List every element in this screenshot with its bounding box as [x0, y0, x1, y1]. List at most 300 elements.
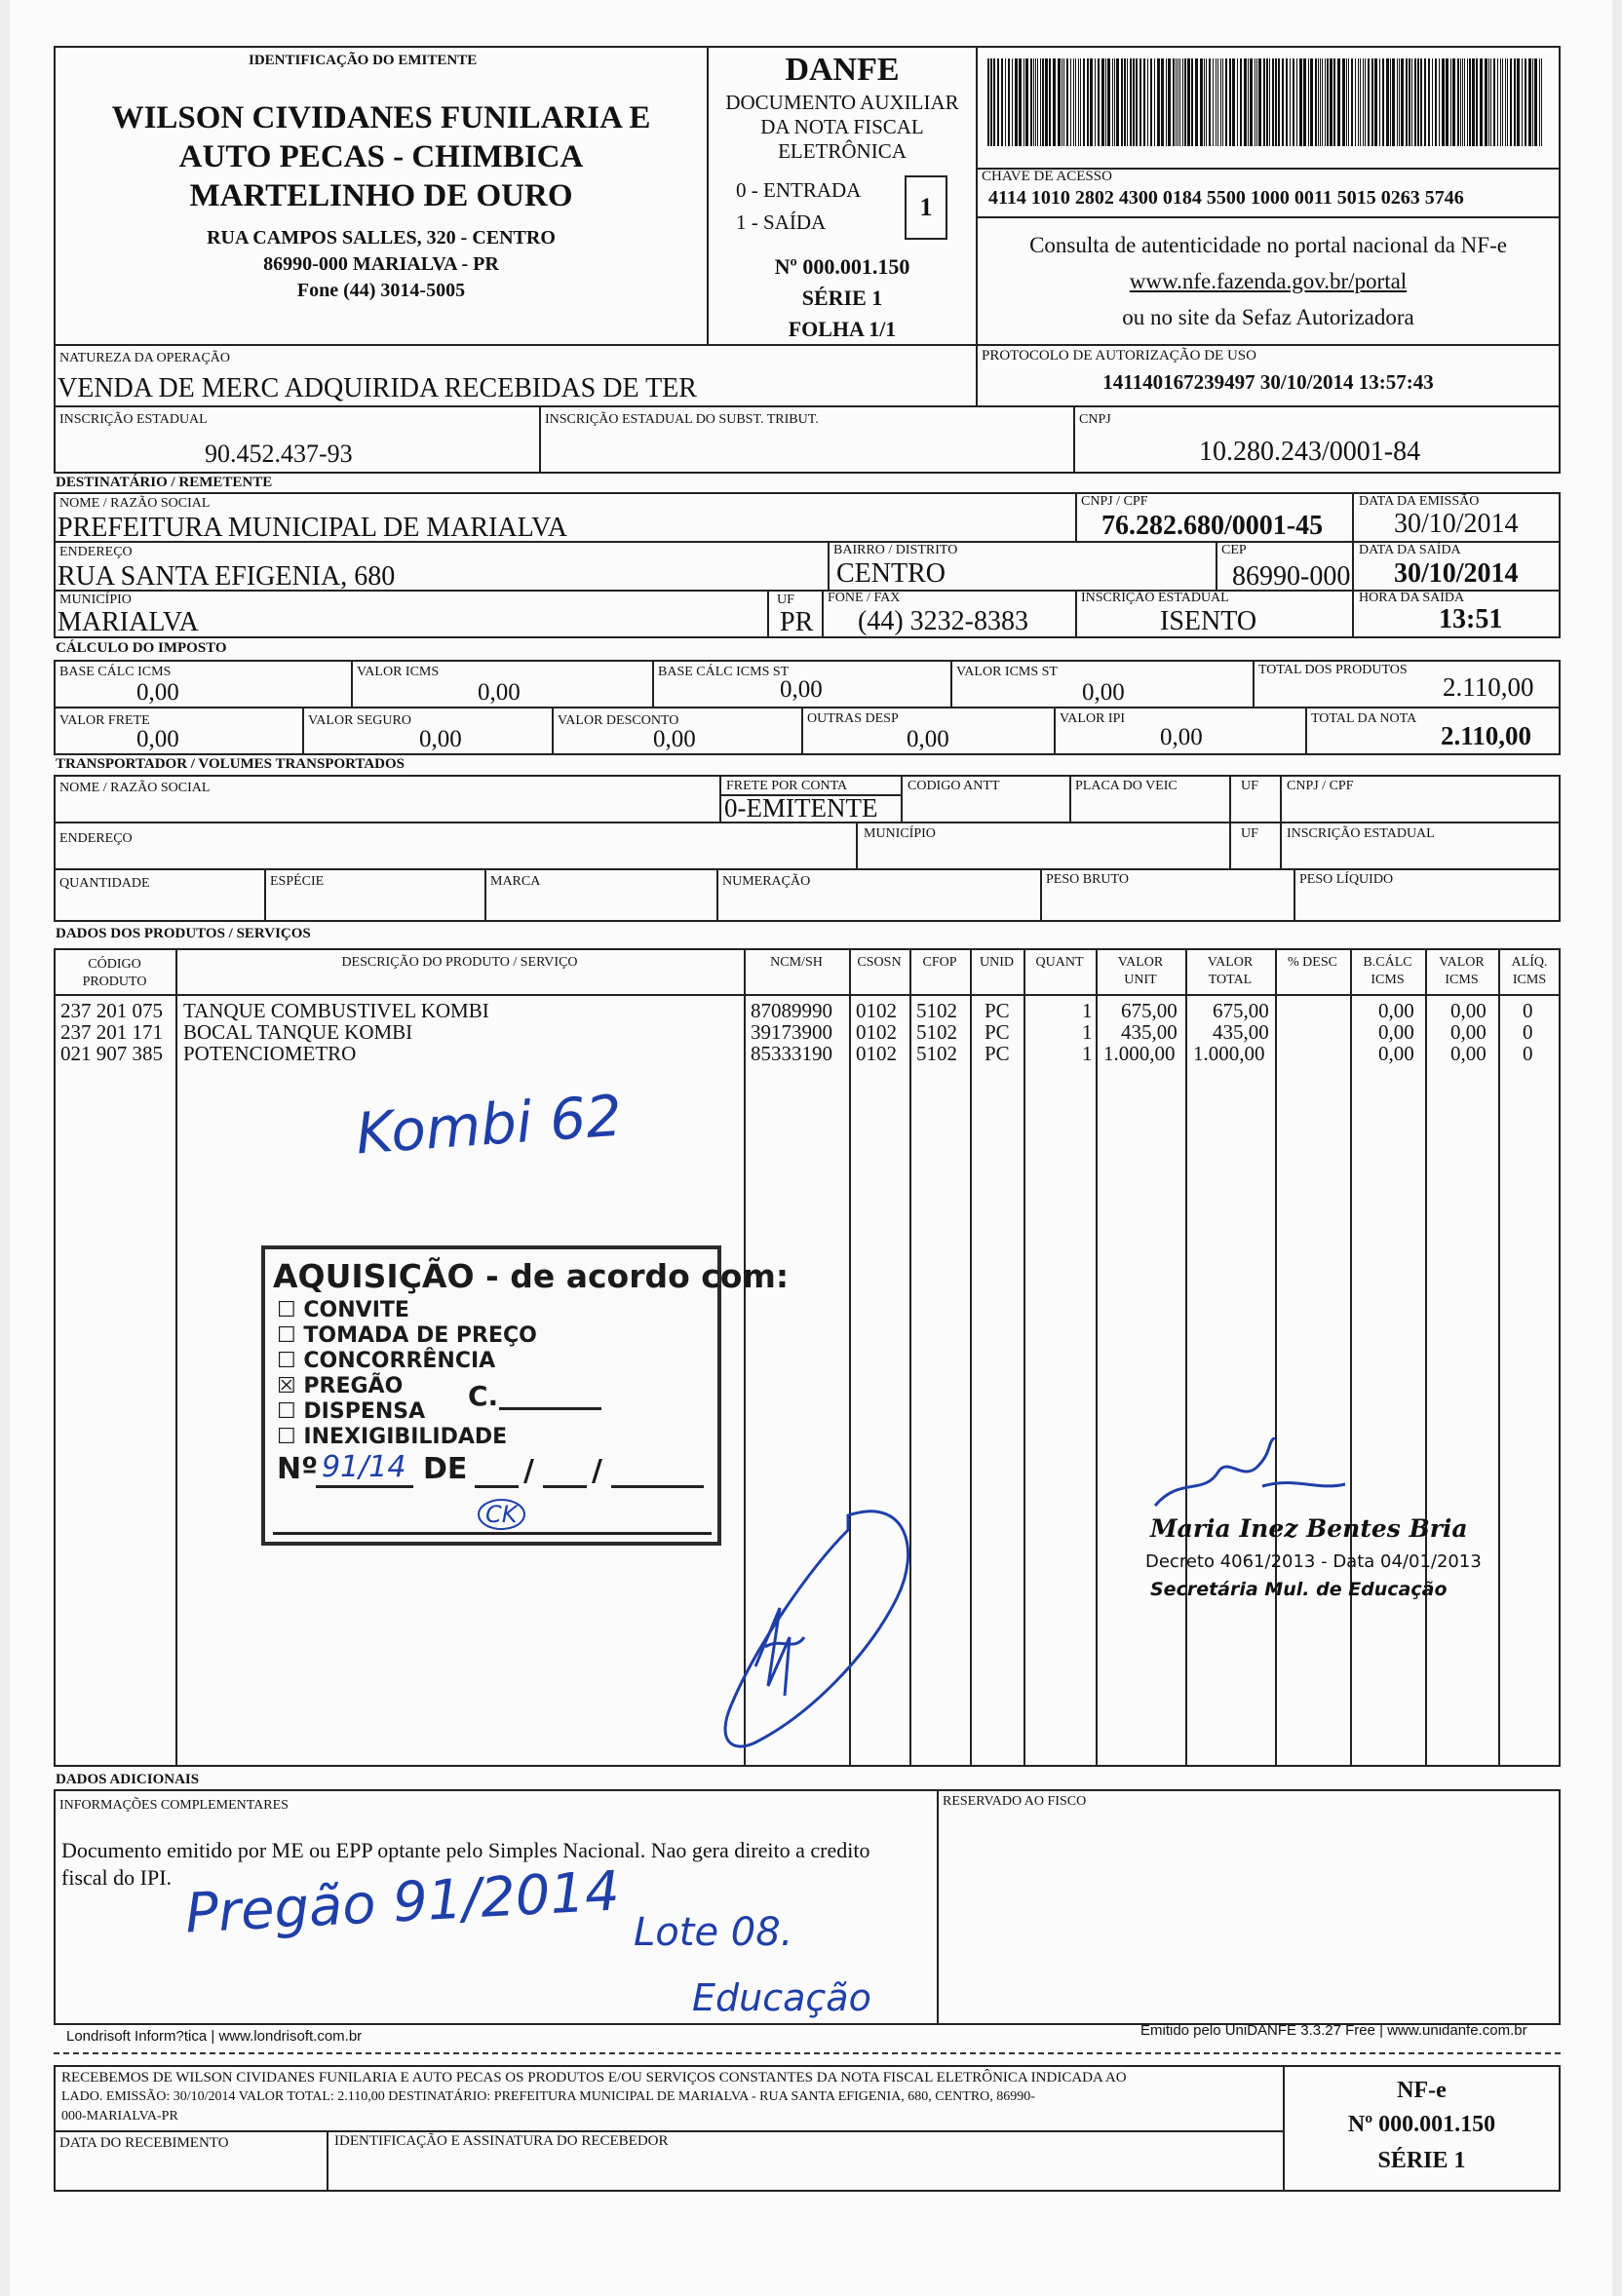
barcode-bar: [1263, 58, 1265, 146]
barcode-bar: [1522, 58, 1523, 146]
barcode-bar: [1150, 58, 1152, 146]
transp-municipio-label: MUNICÍPIO: [864, 826, 936, 841]
transp-ie-label: INSCRIÇÃO ESTADUAL: [1287, 826, 1435, 841]
emitente-phone: Fone (44) 3014-5005: [296, 280, 466, 301]
cell-vunit: 675,00: [1121, 999, 1178, 1022]
barcode-bar: [1417, 58, 1419, 146]
consulta-line-3: ou no site da Sefaz Autorizadora: [1122, 305, 1414, 329]
stamp-slash: /: [523, 1454, 534, 1488]
cell-codigo: 237 201 075: [60, 999, 163, 1022]
barcode-bar: [1371, 58, 1373, 146]
canhoto-line-1: RECEBEMOS DE WILSON CIVIDANES FUNILARIA E AUTO PECAS OS PRODUTOS E/OU SERVIÇOS CONSTANTES DA NOTA FISCAL ELETRÔNICA INDICADA AO: [61, 2070, 1127, 2086]
barcode-bar: [1337, 58, 1340, 146]
chave-value: 4114 1010 2802 4300 0184 5500 1000 0011 5015 0263 5746: [988, 187, 1464, 209]
barcode-bar: [1105, 58, 1106, 146]
handwritten-educacao-note: Educação: [692, 1976, 871, 2019]
barcode-bar: [1282, 58, 1284, 146]
canhoto-data-label: DATA DO RECEBIMENTO: [59, 2135, 229, 2151]
barcode-bar: [1005, 58, 1006, 146]
cell-bcalc: 0,00: [1378, 1020, 1414, 1044]
consulta-portal-link[interactable]: www.nfe.fazenda.gov.br/portal: [1129, 269, 1408, 293]
transp-numeracao-label: NUMERAÇÃO: [722, 874, 811, 889]
adicionais-section-label: DADOS ADICIONAIS: [56, 1772, 200, 1787]
dest-hora-value: 13:51: [1439, 604, 1503, 634]
barcode-bar: [1368, 58, 1370, 146]
barcode-bar: [1049, 58, 1051, 146]
barcode-bar: [1008, 58, 1010, 146]
dest-uf-label: UF: [777, 593, 794, 607]
barcode-bar: [1351, 58, 1353, 146]
barcode-bar: [1315, 58, 1317, 146]
barcode-bar: [1154, 58, 1155, 146]
barcode-bar: [1379, 58, 1380, 146]
dest-emissao-label: DATA DA EMISSÃO: [1359, 494, 1480, 509]
barcode-bar: [1435, 58, 1437, 146]
dest-nome-label: NOME / RAZÃO SOCIAL: [59, 496, 211, 511]
cell-vunit: 435,00: [1121, 1020, 1178, 1044]
barcode-bar: [1541, 58, 1542, 146]
barcode-bar: [1493, 58, 1495, 146]
cell-codigo: 021 907 385: [60, 1042, 163, 1065]
barcode-bar: [1286, 58, 1288, 146]
barcode-bar: [1392, 58, 1395, 146]
barcode-bar: [1382, 58, 1384, 146]
transp-uf2-label: UF: [1241, 826, 1258, 841]
col-ncm-header: NCM/SH: [770, 955, 823, 970]
barcode-bar: [1525, 58, 1526, 146]
cell-quant: 1: [1082, 1042, 1093, 1065]
col-aliq-header-1: ALÍQ.: [1511, 955, 1548, 970]
col-vicms-header-2: ICMS: [1445, 973, 1479, 987]
barcode-bar: [1037, 58, 1038, 146]
barcode-bar: [1502, 58, 1503, 146]
col-aliq-header-2: ICMS: [1512, 973, 1547, 987]
footer-right-credit: Emitido pelo UniDANFE 3.3.27 Free | www.unidanfe.com.br: [1140, 2022, 1527, 2039]
transp-frete-value: 0-EMITENTE: [724, 793, 878, 823]
barcode-bar: [1042, 58, 1044, 146]
transp-antt-label: CODIGO ANTT: [908, 779, 1000, 793]
cell-descricao: BOCAL TANQUE KOMBI: [183, 1020, 413, 1044]
stamp-option-label: CONVITE: [303, 1298, 409, 1322]
barcode-bar: [1136, 58, 1138, 146]
checkbox-icon: ☐: [277, 1349, 296, 1373]
dest-municipio-label: MUNICÍPIO: [59, 593, 132, 607]
outras-label: OUTRAS DESP: [807, 711, 899, 726]
stamp-option: [277, 1325, 537, 1347]
barcode-bar: [1073, 58, 1074, 146]
barcode-bar: [1355, 58, 1356, 146]
canhoto-nfe: NF-e: [1397, 2078, 1447, 2103]
stamp-option: [277, 1401, 425, 1423]
stamp-option: [277, 1427, 507, 1448]
stamp-option: [277, 1300, 409, 1321]
barcode-bar: [1406, 58, 1408, 146]
barcode-bar: [1275, 58, 1277, 146]
seguro-label: VALOR SEGURO: [308, 713, 411, 728]
base-st-label: BASE CÁLC ICMS ST: [658, 665, 790, 679]
barcode-bar: [1420, 58, 1422, 146]
dest-endereco-value: RUA SANTA EFIGENIA, 680: [58, 561, 396, 592]
barcode-bar: [1206, 58, 1207, 146]
col-bcalc-header-2: ICMS: [1371, 973, 1405, 987]
canhoto-ident-label: IDENTIFICAÇÃO E ASSINATURA DO RECEBEDOR: [334, 2133, 669, 2149]
secretary-signature-image: [1150, 1437, 1355, 1515]
valor-st-value: 0,00: [1082, 679, 1125, 706]
barcode-bar: [1033, 58, 1034, 146]
cell-quant: 1: [1082, 1020, 1093, 1044]
barcode-bar: [1450, 58, 1451, 146]
barcode-bar: [1195, 58, 1198, 146]
dest-cnpj-label: CNPJ / CPF: [1081, 494, 1148, 509]
barcode-bar: [997, 58, 999, 146]
barcode-bar: [1409, 58, 1410, 146]
cell-ncm: 39173900: [751, 1020, 832, 1044]
barcode-bar: [990, 58, 992, 146]
barcode-bar: [1237, 58, 1238, 146]
total-nota-value: 2.110,00: [1441, 721, 1532, 750]
barcode-bar: [1514, 58, 1516, 146]
barcode-bar: [1250, 58, 1253, 146]
stamp-option-label: TOMADA DE PREÇO: [303, 1323, 537, 1348]
cnpj-label: CNPJ: [1079, 412, 1111, 427]
cell-cfop: 5102: [916, 1020, 957, 1044]
cell-aliq: 0: [1523, 1042, 1533, 1065]
signature-name: Maria Inez Bentes Bria: [1150, 1514, 1468, 1543]
desconto-value: 0,00: [653, 726, 696, 752]
barcode-bar: [1446, 58, 1448, 146]
barcode-bar: [1528, 58, 1531, 146]
dest-emissao-value: 30/10/2014: [1394, 509, 1519, 539]
cell-vicms: 0,00: [1450, 999, 1487, 1022]
canhoto-line-3: 000-MARIALVA-PR: [61, 2109, 178, 2124]
emitente-section-label: IDENTIFICAÇÃO DO EMITENTE: [249, 53, 478, 68]
barcode-bar: [1184, 58, 1186, 146]
barcode-bar: [1534, 58, 1537, 146]
barcode-bar: [1327, 58, 1329, 146]
barcode-bar: [1161, 58, 1164, 146]
barcode-bar: [1342, 58, 1345, 146]
ie-label: INSCRIÇÃO ESTADUAL: [59, 412, 208, 427]
stamp-option-label: INEXIGIBILIDADE: [303, 1425, 508, 1449]
barcode-bar: [1464, 58, 1465, 146]
cell-unid: PC: [985, 1020, 1010, 1044]
cell-quant: 1: [1082, 999, 1093, 1022]
col-descricao-header: DESCRIÇÃO DO PRODUTO / SERVIÇO: [341, 955, 578, 970]
barcode-bar: [1330, 58, 1332, 146]
barcode-bar: [1517, 58, 1520, 146]
info-line-1: Documento emitido por ME ou EPP optante pelo Simples Nacional. Nao gera direito a credito: [61, 1838, 870, 1862]
barcode-bar: [1462, 58, 1463, 146]
barcode-bar: [1045, 58, 1048, 146]
stamp-num-value: 91/14: [322, 1450, 406, 1484]
handwritten-lote-note: Lote 08.: [634, 1910, 793, 1955]
dest-hora-label: HORA DA SAÍDA: [1359, 591, 1465, 605]
barcode-bar: [1269, 58, 1270, 146]
barcode-bar: [1019, 58, 1022, 146]
barcode-bar: [1112, 58, 1113, 146]
barcode-bar: [1325, 58, 1326, 146]
checkbox-icon: ☐: [277, 1323, 296, 1348]
danfe-subtitle-3: ELETRÔNICA: [778, 139, 907, 163]
cell-codigo: 237 201 171: [60, 1020, 163, 1044]
barcode-bar: [993, 58, 995, 146]
barcode-bar: [1217, 58, 1218, 146]
info-line-2: fiscal do IPI.: [61, 1865, 173, 1890]
barcode-bar: [1133, 58, 1135, 146]
barcode-bar: [1414, 58, 1416, 146]
transp-peso-liquido-label: PESO LÍQUIDO: [1299, 872, 1394, 887]
barcode-bar: [1232, 58, 1235, 146]
cell-vtotal: 435,00: [1213, 1020, 1269, 1044]
ipi-label: VALOR IPI: [1060, 711, 1126, 726]
barcode-bar: [1220, 58, 1221, 146]
barcode-bar: [1360, 58, 1361, 146]
barcode-bar: [1130, 58, 1132, 146]
col-vunit-header-1: VALOR: [1117, 955, 1164, 970]
ie-value: 90.452.437-93: [205, 440, 353, 468]
barcode-bar: [1507, 58, 1508, 146]
barcode-bar: [1428, 58, 1430, 146]
barcode-bar: [1053, 58, 1056, 146]
barcode-bar: [1490, 58, 1491, 146]
stamp-option-label: CONCORRÊNCIA: [303, 1349, 496, 1373]
danfe-numero: Nº 000.001.150: [774, 254, 910, 279]
desconto-label: VALOR DESCONTO: [558, 713, 679, 728]
barcode-bar: [1157, 58, 1160, 146]
barcode-bar: [1500, 58, 1501, 146]
protocolo-value: 141140167239497 30/10/2014 13:57:43: [1102, 370, 1434, 394]
barcode-bar: [1258, 58, 1261, 146]
transp-peso-bruto-label: PESO BRUTO: [1046, 872, 1129, 887]
barcode-bar: [1168, 58, 1171, 146]
col-csosn-header: CSOSN: [857, 955, 902, 970]
transp-endereco-label: ENDEREÇO: [59, 831, 133, 846]
barcode-bar: [1176, 58, 1177, 146]
total-nota-label: TOTAL DA NOTA: [1311, 711, 1417, 726]
cut-line: [54, 2052, 1561, 2054]
barcode-bar: [1310, 58, 1313, 146]
stamp-option-label: PREGÃO: [303, 1374, 404, 1398]
valor-icms-value: 0,00: [478, 679, 521, 706]
dest-fone-value: (44) 3232-8383: [858, 606, 1028, 636]
barcode-bar: [1452, 58, 1455, 146]
barcode-bar: [1510, 58, 1512, 146]
barcode-bar: [1083, 58, 1085, 146]
barcode-bar: [1399, 58, 1400, 146]
dest-bairro-label: BAIRRO / DISTRITO: [833, 543, 958, 557]
barcode-bar: [1424, 58, 1426, 146]
barcode-bar: [1439, 58, 1440, 146]
stamp-slash: /: [592, 1454, 602, 1488]
valor-st-label: VALOR ICMS ST: [956, 665, 1058, 679]
dest-endereco-label: ENDEREÇO: [59, 545, 133, 559]
transp-placa-label: PLACA DO VEIC: [1075, 779, 1178, 793]
barcode-bar: [1488, 58, 1489, 146]
seguro-value: 0,00: [419, 726, 462, 752]
barcode-bar: [1457, 58, 1459, 146]
barcode-bar: [1095, 58, 1096, 146]
fisco-box: [937, 1789, 1561, 2025]
barcode-bar: [1303, 58, 1306, 146]
col-vtotal-header-2: TOTAL: [1208, 973, 1253, 987]
danfe-title: DANFE: [785, 52, 900, 88]
barcode-bar: [1200, 58, 1203, 146]
stamp-num-label: Nº: [277, 1452, 319, 1486]
barcode-bar: [1480, 58, 1483, 146]
barcode-bar: [1497, 58, 1498, 146]
dest-nome-value: PREFEITURA MUNICIPAL DE MARIALVA: [58, 513, 568, 543]
barcode-bar: [1087, 58, 1089, 146]
dest-ie-label: INSCRIÇÃO ESTADUAL: [1081, 591, 1229, 605]
barcode-bar: [1442, 58, 1445, 146]
emitente-address-1: RUA CAMPOS SALLES, 320 - CENTRO: [207, 227, 556, 249]
barcode-bar: [1127, 58, 1128, 146]
barcode-bar: [1179, 58, 1180, 146]
canhoto-serie: SÉRIE 1: [1377, 2148, 1466, 2173]
transp-frete-label: FRETE POR CONTA: [726, 779, 848, 793]
barcode-bar: [1272, 58, 1274, 146]
barcode-bar: [1090, 58, 1093, 146]
barcode-bar: [1320, 58, 1321, 146]
cell-cfop: 5102: [916, 999, 957, 1022]
barcode-bar: [1098, 58, 1100, 146]
total-produtos-label: TOTAL DOS PRODUTOS: [1258, 663, 1408, 677]
barcode-bar: [1078, 58, 1079, 146]
dest-saida-label: DATA DA SAÍDA: [1359, 543, 1461, 557]
footer-left-credit: Londrisoft Inform?tica | www.londrisoft.com.br: [66, 2028, 363, 2045]
barcode-bar: [1143, 58, 1145, 146]
stamp-de-label: DE: [423, 1452, 468, 1486]
transp-cnpj-label: CNPJ / CPF: [1287, 779, 1354, 793]
cell-csosn: 0102: [856, 1020, 897, 1044]
cell-csosn: 0102: [856, 999, 897, 1022]
col-vtotal-header-1: VALOR: [1207, 955, 1254, 970]
barcode-bar: [1209, 58, 1211, 146]
cell-aliq: 0: [1523, 1020, 1533, 1044]
info-complementares-label: INFORMAÇÕES COMPLEMENTARES: [59, 1798, 289, 1813]
signature-cargo: Secretária Mul. de Educação: [1150, 1579, 1448, 1600]
col-desc-header: % DESC: [1288, 955, 1337, 970]
barcode-bar: [1015, 58, 1018, 146]
barcode-bar: [1401, 58, 1404, 146]
barcode-bar: [1225, 58, 1227, 146]
col-bcalc-header-1: B.CÁLC: [1363, 955, 1412, 970]
chave-label: CHAVE DE ACESSO: [982, 169, 1112, 184]
cell-vicms: 0,00: [1450, 1042, 1487, 1065]
handwritten-kombi-note: Kombi 62: [353, 1082, 625, 1167]
col-unid-header: UNID: [980, 955, 1014, 970]
barcode-bar: [1485, 58, 1487, 146]
barcode-bar: [1023, 58, 1024, 146]
cell-unid: PC: [985, 1042, 1010, 1065]
col-quant-header: QUANT: [1035, 955, 1084, 970]
barcode-bar: [1066, 58, 1068, 146]
barcode-bar: [1070, 58, 1071, 146]
cell-aliq: 0: [1523, 999, 1533, 1022]
cell-ncm: 85333190: [751, 1042, 832, 1065]
dest-fone-label: FONE / FAX: [828, 591, 901, 605]
danfe-entrada: 0 - ENTRADA: [736, 178, 862, 202]
barcode-bar: [1469, 58, 1471, 146]
cell-cfop: 5102: [916, 1042, 957, 1065]
dest-saida-value: 30/10/2014: [1394, 558, 1519, 589]
barcode-image: [987, 58, 1549, 146]
transporte-section-label: TRANSPORTADOR / VOLUMES TRANSPORTADOS: [56, 756, 406, 772]
barcode-bar: [1296, 58, 1297, 146]
barcode-bar: [1012, 58, 1013, 146]
col-vicms-header-1: VALOR: [1439, 955, 1485, 970]
checkbox-icon: ☐: [277, 1298, 296, 1322]
barcode-bar: [1124, 58, 1126, 146]
total-produtos-value: 2.110,00: [1443, 672, 1534, 702]
barcode-bar: [1240, 58, 1242, 146]
canhoto-line-2: LADO. EMISSÃO: 30/10/2014 VALOR TOTAL: 2.110,00 DESTINATÁRIO: PREFEITURA MUNICIPAL DE MARIALVA - RUA SANTA EFIGENIA, 680, CENTRO, 86990-: [61, 2089, 1035, 2104]
stamp-initials: CK: [478, 1499, 525, 1530]
col-vunit-header-2: UNIT: [1124, 973, 1157, 987]
barcode-bar: [1182, 58, 1183, 146]
stamp-c-label: C.: [468, 1380, 499, 1412]
barcode-bar: [1229, 58, 1231, 146]
col-codigo-header-2: PRODUTO: [82, 975, 147, 989]
cell-vicms: 0,00: [1450, 1020, 1487, 1044]
natureza-value: VENDA DE MERC ADQUIRIDA RECEBIDAS DE TER: [58, 373, 697, 403]
transp-especie-label: ESPÉCIE: [270, 874, 325, 889]
barcode-bar: [1539, 58, 1540, 146]
protocolo-label: PROTOCOLO DE AUTORIZAÇÃO DE USO: [982, 348, 1256, 364]
cell-bcalc: 0,00: [1378, 1042, 1414, 1065]
barcode-bar: [1075, 58, 1076, 146]
cell-ncm: 87089990: [751, 999, 832, 1022]
valor-icms-label: VALOR ICMS: [357, 665, 440, 679]
canhoto-numero: Nº 000.001.150: [1347, 2112, 1496, 2137]
barcode-bar: [1256, 58, 1257, 146]
barcode-bar: [1147, 58, 1148, 146]
checkbox-icon: ☐: [277, 1399, 296, 1424]
barcode-bar: [1346, 58, 1347, 146]
col-codigo-header-1: CÓDIGO: [88, 957, 141, 972]
barcode-bar: [1187, 58, 1190, 146]
transp-nome-label: NOME / RAZÃO SOCIAL: [59, 781, 211, 795]
base-icms-label: BASE CÁLC ICMS: [59, 665, 172, 679]
handwritten-pregao-note: Pregão 91/2014: [183, 1859, 622, 1946]
transp-uf-label: UF: [1241, 779, 1258, 793]
barcode-bar: [1278, 58, 1280, 146]
barcode-bar: [1121, 58, 1123, 146]
dest-municipio-value: MARIALVA: [58, 607, 199, 637]
barcode-bar: [1363, 58, 1364, 146]
barcode-bar: [1411, 58, 1412, 146]
barcode-bar: [1460, 58, 1461, 146]
dest-cep-value: 86990-000: [1232, 561, 1351, 592]
danfe-page: [10, 0, 1612, 2296]
signature-scribble-image: [712, 1491, 916, 1754]
barcode-bar: [1476, 58, 1478, 146]
imposto-section-label: CÁLCULO DO IMPOSTO: [56, 640, 227, 656]
stamp-option-label: DISPENSA: [303, 1399, 426, 1424]
barcode-bar: [1358, 58, 1359, 146]
danfe-subtitle-1: DOCUMENTO AUXILIAR: [725, 91, 959, 114]
barcode-bar: [1035, 58, 1036, 146]
dest-cnpj-value: 76.282.680/0001-45: [1101, 511, 1324, 541]
fisco-label: RESERVADO AO FISCO: [943, 1794, 1087, 1809]
stamp-option-checked: [277, 1376, 403, 1397]
barcode-bar: [987, 58, 989, 146]
checkbox-icon: ☐: [277, 1425, 296, 1449]
cell-vtotal: 675,00: [1213, 999, 1269, 1022]
aquisicao-stamp: [261, 1245, 790, 1546]
barcode-bar: [1374, 58, 1377, 146]
emitente-name-2: AUTO PECAS - CHIMBICA: [178, 139, 584, 174]
